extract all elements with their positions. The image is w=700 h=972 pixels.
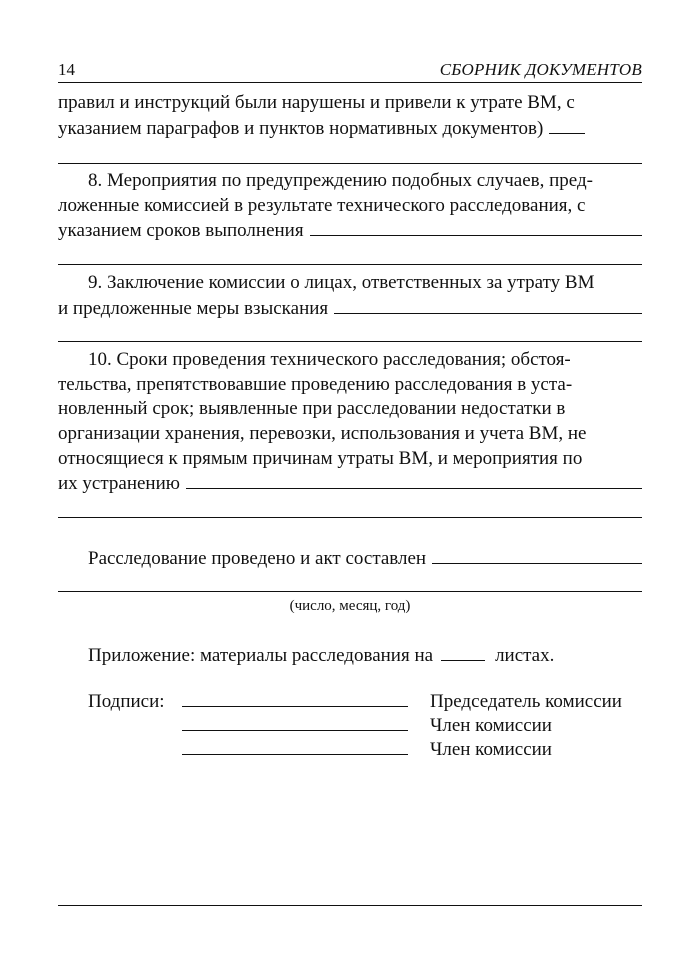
- para10-line2: тельства, препятствовавшие проведению расследования в уста-: [58, 373, 573, 395]
- para7-line2-text: указанием параграфов и пунктов нормативных документов): [58, 117, 544, 139]
- signature-line: [182, 713, 408, 731]
- blank-line: [58, 497, 642, 518]
- blank-line: [58, 321, 642, 342]
- page-number: 14: [58, 60, 75, 79]
- para8-line3-text: указанием сроков выполнения: [58, 220, 304, 242]
- blank-line: [58, 141, 642, 164]
- signature-line: [182, 737, 408, 755]
- para7-line1: правил и инструкций были нарушены и привели к утрате ВМ, с: [58, 92, 575, 113]
- para9-line1: 9. Заключение комиссии о лицах, ответственных за утрату ВМ: [88, 271, 595, 293]
- signature-role: Председатель комиссии: [430, 690, 622, 712]
- signature-role: Член комиссии: [430, 738, 552, 760]
- para9-line2: [58, 296, 642, 322]
- completion-line: [58, 546, 642, 572]
- para9-line2-text: и предложенные меры взыскания: [58, 297, 329, 319]
- fill-line: [549, 116, 585, 134]
- para10-line5: относящиеся к прямым причинам утраты ВМ, и мероприятия по: [58, 447, 583, 469]
- document-page: [58, 60, 642, 761]
- para7-line2: [58, 116, 642, 142]
- page-header: [58, 60, 642, 83]
- running-title: СБОРНИК ДОКУМЕНТОВ: [439, 60, 642, 79]
- signatures-block: [58, 689, 642, 761]
- date-caption: (число, месяц, год): [289, 598, 411, 615]
- signature-row: [58, 737, 642, 761]
- sheet-count-fill: [441, 643, 485, 661]
- attachment-prefix: Приложение: материалы расследования на: [88, 644, 434, 666]
- blank-line: [58, 571, 642, 592]
- attachment-line: [58, 643, 642, 669]
- signature-line: [182, 689, 408, 707]
- para10-line1: 10. Сроки проведения технического расследования; обстоя-: [88, 349, 571, 371]
- para10-line4: организации хранения, перевозки, использования и учета ВМ, не: [58, 422, 587, 444]
- para10-line6-text: их устранению: [58, 473, 180, 495]
- para8-line2: ложенные комиссией в результате технического расследования, с: [58, 194, 586, 216]
- fill-line: [334, 296, 642, 314]
- para10-line6: [58, 471, 642, 497]
- para10-line3: новленный срок; выявленные при расследовании недостатки в: [58, 398, 566, 420]
- footer-rule: [58, 905, 642, 906]
- document-body: [58, 83, 642, 761]
- fill-line: [186, 471, 642, 489]
- signature-row: [58, 713, 642, 737]
- completion-text: Расследование проведено и акт составлен: [88, 547, 427, 569]
- signature-role: Член комиссии: [430, 714, 552, 736]
- blank-line: [58, 244, 642, 265]
- signature-row: [58, 689, 642, 713]
- fill-line: [310, 218, 642, 236]
- para8-line3: [58, 218, 642, 244]
- signatures-label: Подписи:: [88, 690, 165, 712]
- attachment-suffix: листах.: [495, 644, 555, 666]
- para8-line1: 8. Мероприятия по предупреждению подобных случаев, пред-: [88, 170, 593, 192]
- date-fill-line: [432, 546, 642, 564]
